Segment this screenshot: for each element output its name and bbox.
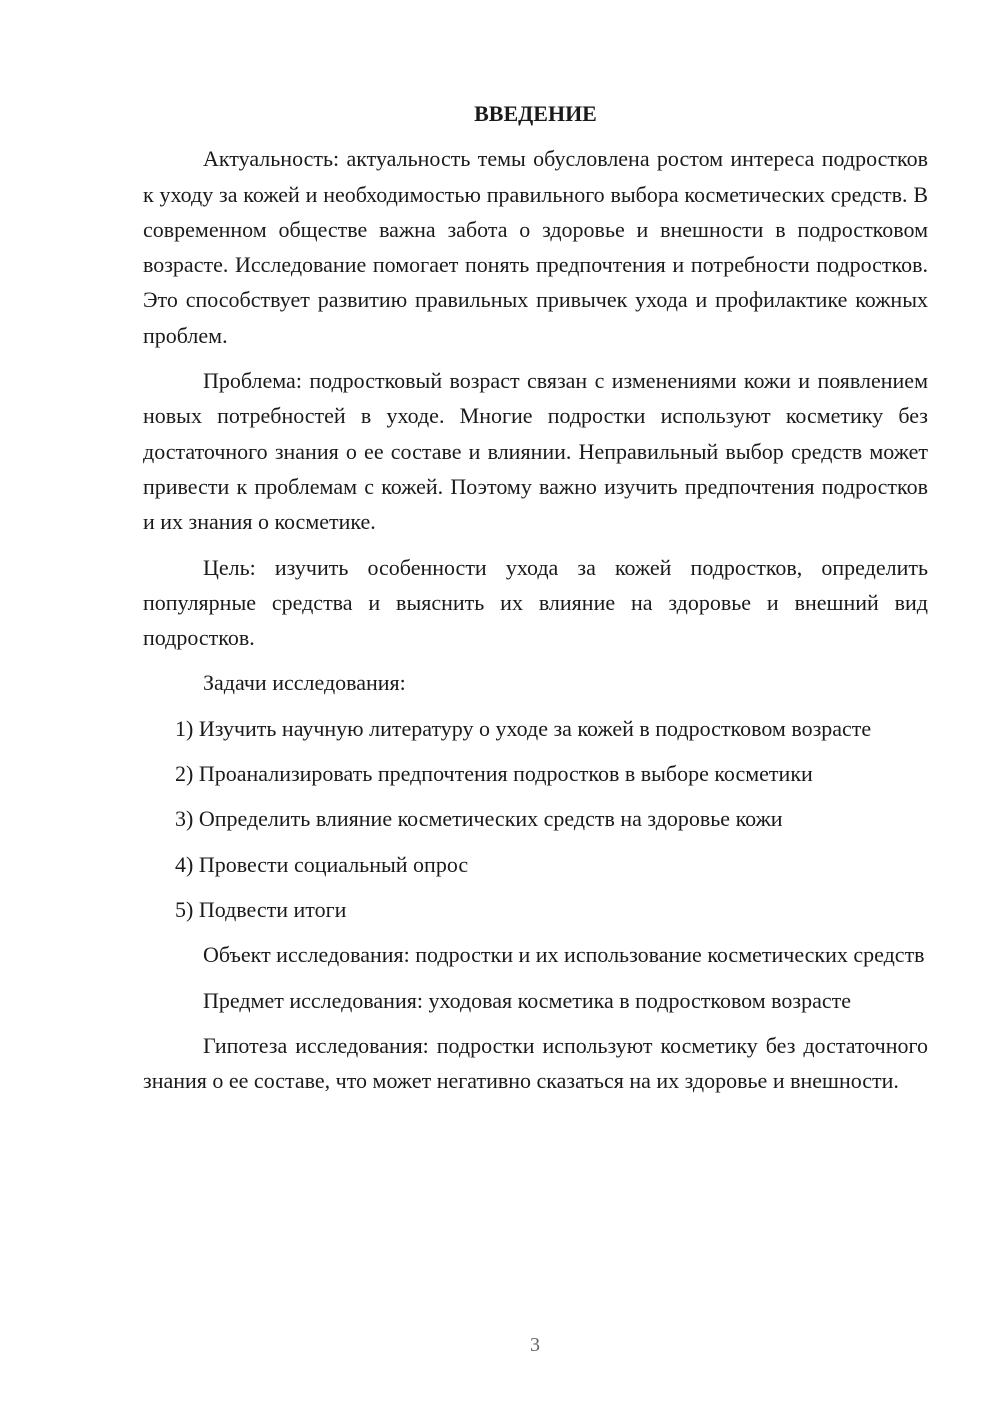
document-body [143, 96, 928, 1108]
tasks-heading: Задачи исследования: [203, 670, 406, 696]
goal-paragraph: Цель: изучить особенности ухода за кожей подростков, определить популярные средства и выяснить их влияние на здоровье и внешний вид подростков. [143, 554, 928, 651]
list-item: 3) Определить влияние косметических средств на здоровье кожи [175, 806, 783, 832]
list-item: 5) Подвести итоги [175, 896, 347, 922]
tasks-list [143, 711, 928, 927]
subject-paragraph: Предмет исследования: уходовая косметика в подростковом возрасте [203, 987, 852, 1013]
list-item: 1) Изучить научную литературу о уходе за кожей в подростковом возрасте [175, 715, 872, 741]
relevance-paragraph: Актуальность: актуальность темы обусловлена ростом интереса подростков к уходу за кожей и необходимостью правильного выбора косметических средств. В современном обществе важна забота о здоровье и внешности в подростковом возрасте. Исследование помогает понять предпочтения и потребности подростков. Это способствует развитию правильных привычек ухода и профилактике кожных проблем. [143, 146, 928, 348]
hypothesis-paragraph: Гипотеза исследования: подростки используют косметику без достаточного знания о ее составе, что может негативно сказаться на их здоровье и внешности. [143, 1032, 928, 1094]
page-number: 3 [530, 1334, 540, 1356]
list-item: 2) Проанализировать предпочтения подростков в выборе косметики [175, 761, 813, 787]
list-item: 4) Провести социальный опрос [175, 851, 469, 877]
object-paragraph: Объект исследования: подростки и их использование косметических средств [203, 942, 925, 968]
section-title: ВВЕДЕНИЕ [474, 101, 597, 126]
problem-paragraph: Проблема: подростковый возраст связан с изменениями кожи и появлением новых потребностей в уходе. Многие подростки используют косметику без достаточного знания о ее составе и влиянии. Неправильный выбор средств может привести к проблемам с кожей. Поэтому важно изучить предпочтения подростков и их знания о косметике. [143, 368, 928, 535]
